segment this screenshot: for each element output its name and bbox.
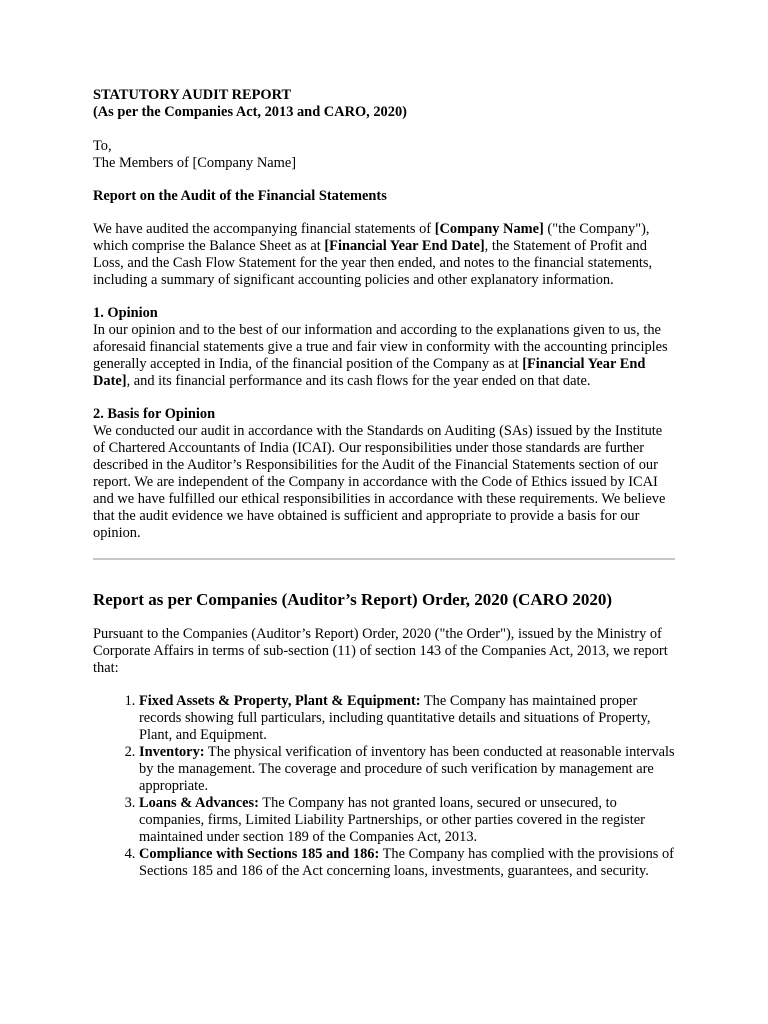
report-subtitle: (As per the Companies Act, 2013 and CARO, 2020) (93, 104, 407, 120)
address-to: To, (93, 138, 112, 154)
list-item: 1. Fixed Assets & Property, Plant & Equipment: The Company has maintained proper records showing full particulars, including quantitative details and situations of Property, Plant, and Equipment. (139, 693, 677, 744)
company-name-placeholder: [Company Name] (434, 221, 544, 237)
caro-intro-paragraph: Pursuant to the Companies (Auditor’s Report) Order, 2020 ("the Order"), issued by the Ministry of Corporate Affairs in terms of sub-section (11) of section 143 of the Companies Act, 2013, we report that: (93, 626, 668, 676)
financial-intro-paragraph: We have audited the accompanying financial statements of [Company Name] ("the Company"), which comprise the Balance Sheet as at [Financial Year End Date], the Statement of Profit and Loss, and the Cash Flow Statement for the year then ended, and notes to the financial statements, including a summary of significant accounting policies and other explanatory information. (93, 221, 653, 288)
list-item: 2. Inventory: The physical verification of inventory has been conducted at reasonable intervals by the management. The coverage and procedure of such verification by management are appropriate. (139, 744, 677, 795)
caro-findings-list (93, 693, 677, 880)
caro-section-heading: Report as per Companies (Auditor’s Report) Order, 2020 (CARO 2020) (93, 590, 613, 609)
basis-paragraph: We conducted our audit in accordance with the Standards on Auditing (SAs) issued by the Institute of Chartered Accountants of India (ICAI). Our responsibilities under those standards are further described in the Auditor’s Responsibilities for the Audit of the Financial Statements section of our report. We are independent of the Company in accordance with the Code of Ethics issued by ICAI and we have fulfilled our ethical responsibilities in accordance with these requirements. We believe that the audit evidence we have obtained is sufficient and appropriate to provide a basis for our opinion. (93, 423, 666, 541)
financial-section-heading: Report on the Audit of the Financial Statements (93, 188, 387, 204)
opinion-heading: 1. Opinion (93, 305, 158, 321)
address-members: The Members of [Company Name] (93, 155, 297, 171)
list-item: 4. Compliance with Sections 185 and 186: The Company has complied with the provisions of Sections 185 and 186 of the Act concerning loans, investments, guarantees, and security. (139, 846, 677, 880)
basis-heading: 2. Basis for Opinion (93, 406, 216, 422)
fy-end-date-placeholder: [Financial Year End Date] (324, 238, 485, 254)
fy-end-date-placeholder: [Financial Year End Date] (93, 356, 646, 389)
report-title: STATUTORY AUDIT REPORT (93, 87, 292, 103)
document-body (93, 87, 677, 880)
list-item: 3. Loans & Advances: The Company has not granted loans, secured or unsecured, to companies, firms, Limited Liability Partnerships, or other parties covered in the register maintained under section 189 of the Companies Act, 2013. (139, 795, 677, 846)
section-divider (93, 558, 675, 560)
opinion-paragraph: In our opinion and to the best of our information and according to the explanations given to us, the aforesaid financial statements give a true and fair view in conformity with the accounting principles generally accepted in India, of the financial position of the Company as at [Financial Year End Date], and its financial performance and its cash flows for the year ended on that date. (93, 322, 668, 389)
